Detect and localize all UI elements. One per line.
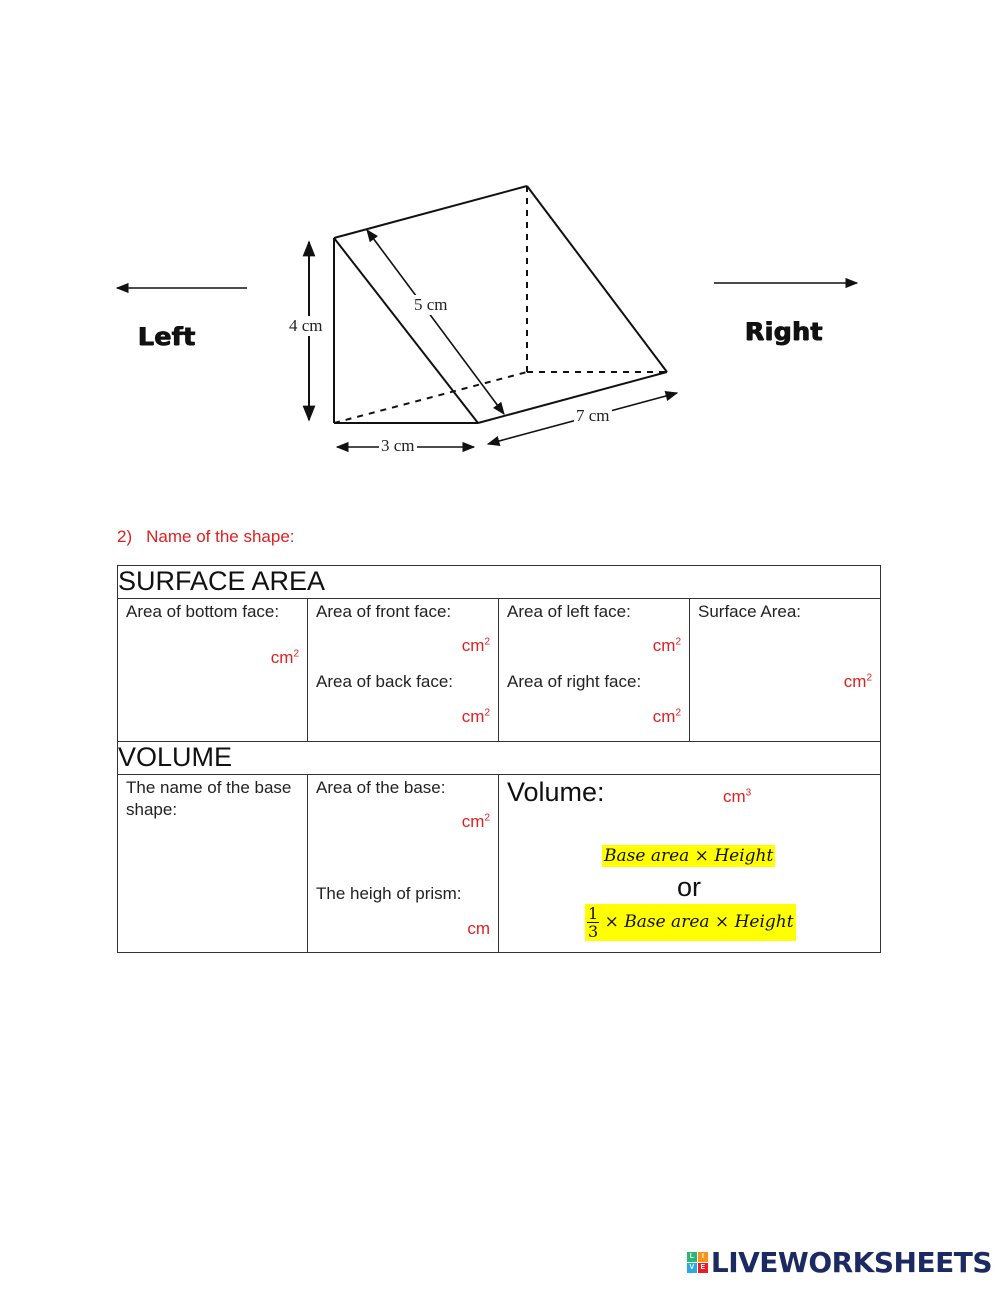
front-back-face-cell[interactable] <box>308 599 499 742</box>
length-dimension-label: 7 cm <box>576 406 610 425</box>
front-face-unit: $cm^2$ <box>461 636 490 655</box>
right-face-unit: $cm^2$ <box>652 707 681 726</box>
formula-base-area-times-height: Base area × Height <box>604 846 774 866</box>
surface-area-total-label: Surface Area: <box>698 602 802 621</box>
logo-wordmark: LIVEWORKSHEETS <box>710 1246 992 1279</box>
worksheet-table <box>117 565 881 953</box>
left-label: Left <box>138 322 196 351</box>
base-area-unit: $cm^2$ <box>461 812 490 831</box>
question-number: 2) <box>117 527 133 546</box>
volume-label: Volume: <box>507 777 605 807</box>
logo-blocks-icon: L I V E <box>687 1252 708 1273</box>
height-dimension-label: 4 cm <box>289 316 323 335</box>
volume-cell[interactable] <box>499 775 881 953</box>
liveworksheets-logo <box>687 1246 992 1279</box>
formula-or: or <box>677 872 702 902</box>
prism-edges <box>334 186 667 423</box>
bottom-face-cell[interactable] <box>118 599 308 742</box>
slant-dimension-label: 5 cm <box>414 295 448 314</box>
formula-third-base-area-times-height: $\frac{1}{3}$ × Base area × Height <box>585 904 796 941</box>
back-face-unit: $cm^2$ <box>461 707 490 726</box>
volume-unit: $cm^3$ <box>723 787 752 806</box>
triangular-prism-figure <box>0 0 1000 480</box>
left-right-face-cell[interactable] <box>499 599 690 742</box>
base-shape-name-cell[interactable] <box>118 775 308 953</box>
slant-dimension-arrow <box>367 230 504 414</box>
right-label: Right <box>745 317 823 346</box>
bottom-face-unit: $cm^2$ <box>270 648 299 667</box>
volume-heading: VOLUME <box>118 742 881 775</box>
surface-area-heading: SURFACE AREA <box>118 566 881 599</box>
prism-height-unit: cm <box>467 919 490 938</box>
front-face-label: Area of front face: <box>316 602 452 621</box>
fraction-one-third: $\frac{1}{3}$ <box>588 904 599 941</box>
surface-area-total-cell[interactable] <box>690 599 881 742</box>
bottom-face-label: Area of bottom face: <box>126 602 280 621</box>
left-face-label: Area of left face: <box>507 602 631 621</box>
back-face-label: Area of back face: <box>316 672 454 691</box>
width-dimension-label: 3 cm <box>381 436 415 455</box>
right-face-label: Area of right face: <box>507 672 642 691</box>
surface-area-total-unit: $cm^2$ <box>843 672 872 691</box>
question-name-of-shape <box>117 527 309 547</box>
prism-diagram <box>0 0 1000 480</box>
prism-height-label: The heigh of prism: <box>316 884 462 903</box>
base-shape-name-label: The name of the base shape: <box>126 778 292 819</box>
left-face-unit: $cm^2$ <box>652 636 681 655</box>
question-text: Name of the shape: <box>146 527 295 546</box>
base-area-height-cell[interactable] <box>308 775 499 953</box>
base-area-label: Area of the base: <box>316 778 446 797</box>
